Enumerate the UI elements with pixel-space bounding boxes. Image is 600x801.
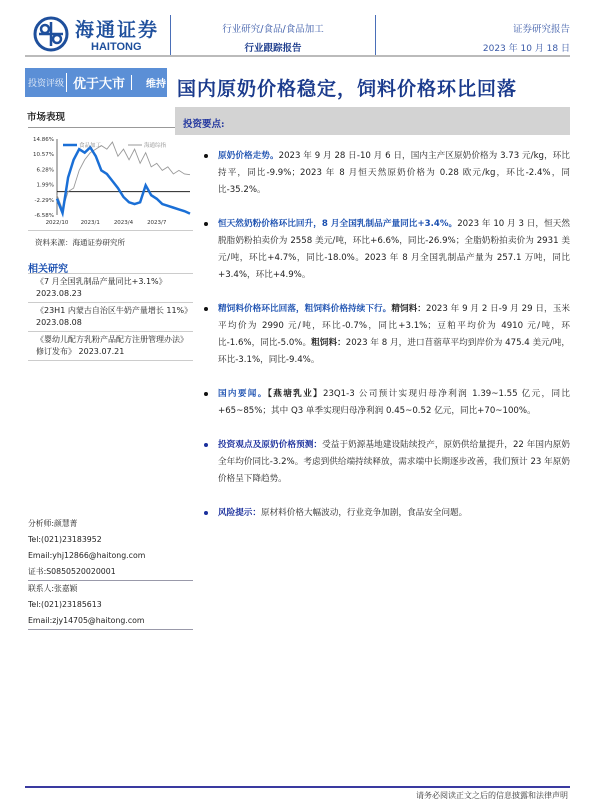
- key-points-header: [175, 107, 570, 135]
- bullet-text: 2023 年 10 月 3 日，恒天然脱脂奶粉拍卖价为 2558 美元/吨，环比+6.6%，同比-26.9%；全脂奶粉拍卖价为 2931 美元/吨，环比+4.7%，同比-18.0%。2023 年 8 月全国乳制品产量为 257.1 万吨，同比+3.4%，环比+4.9%。: [218, 219, 570, 280]
- header-rule: [25, 55, 570, 57]
- bullet-heading: 原奶价格走势。: [218, 151, 279, 161]
- analyst-email[interactable]: Email:yhj12866@haitong.com: [28, 551, 146, 560]
- related-item[interactable]: 《23H1 内蒙古自治区牛奶产量增长 11%》 2023.08.08: [28, 303, 193, 332]
- bullet-heading: 风险提示：: [218, 508, 261, 518]
- bullet-subheading: 精饲料：: [391, 304, 426, 314]
- rating-label: 投资评级: [28, 79, 65, 89]
- report-date: 2023 年 10 月 18 日: [482, 44, 570, 54]
- bullet-subheading: 【燕塘乳业】: [267, 389, 323, 399]
- market-performance-chart: [25, 133, 195, 228]
- analyst-tel: Tel:(021)23183952: [28, 535, 102, 544]
- footer-rule: [25, 786, 570, 788]
- rating-value: 优于大市: [66, 73, 131, 92]
- rule: [28, 127, 193, 128]
- market-heading: 市场表现: [27, 112, 66, 123]
- y-tick-label: 1.99%: [36, 182, 54, 189]
- y-tick-label: -6.58%: [34, 213, 54, 219]
- bullet-risk: [200, 505, 570, 522]
- rating-box: [25, 68, 167, 97]
- series-line-0: [57, 147, 190, 213]
- logo-en: HAITONG: [91, 41, 142, 53]
- bullet-text: 2023 年 8 月，进口苜蓿草平均到岸价为 475.4 美元/吨，环比-3.1%，同比-9.4%。: [218, 338, 570, 365]
- logo-emblem-icon: [33, 16, 69, 52]
- key-points-heading: 投资要点:: [183, 119, 225, 130]
- bullet-heading: 投资观点及原奶价格预测：: [218, 440, 323, 450]
- related-item[interactable]: 《7 月全国乳制品产量同比+3.1%》 2023.08.23: [28, 274, 193, 303]
- bullet-raw-milk: [200, 148, 570, 199]
- contact-tel: Tel:(021)23185613: [28, 600, 102, 609]
- bullet-text: 2023 年 9 月 28 日-10 月 6 日，国内主产区原奶价格为 3.73 元/kg，环比持平，同比-9.9%；2023 年 8 月恒天然原奶价格为 0.28 欧元/kg，环比-2.4%，同比-35.2%。: [218, 151, 570, 195]
- x-tick-label: 2022/10: [45, 220, 69, 226]
- analyst-block: [28, 516, 193, 630]
- contact-name: 联系人:张嘉颖: [28, 584, 78, 593]
- page-title: 国内原奶价格稳定，饲料价格环比回落: [177, 78, 518, 100]
- bullet-text: 受益于奶源基地建设陆续投产，原奶供给量提升，22 年国内原奶全年均价同比-3.2%。考虑到供给端持续释放，需求端中长期逐步改善，我们预计 23 年原奶价格呈下降趋势。: [218, 440, 570, 484]
- bullet-text: 23Q1-3 公司预计实现归母净利润 1.39~1.55 亿元，同比+65~85%；其中 Q3 单季实现归母净利润 0.45~0.52 亿元，同比+70~100%。: [218, 389, 570, 416]
- logo-cn: 海通证券: [75, 19, 160, 41]
- bullet-heading: 精饲料价格环比回落，粗饲料价格持续下行。: [218, 304, 392, 314]
- legend-label: 食品加工: [79, 143, 102, 149]
- key-points-list: [200, 148, 570, 539]
- related-item[interactable]: 《婴幼儿配方乳粉产品配方注册管理办法》修订发布》 2023.07.21: [28, 332, 193, 361]
- analyst-cert: 证书:S0850520020001: [28, 564, 193, 581]
- legend-label: 海通综指: [144, 143, 167, 149]
- chart-source: 资料来源：海通证券研究所: [35, 238, 125, 247]
- y-tick-label: 14.86%: [33, 137, 54, 143]
- bullet-subheading: 粗饲料：: [311, 338, 346, 348]
- y-tick-label: -2.29%: [34, 197, 54, 204]
- bullet-outlook: [200, 437, 570, 488]
- bullet-feed: [200, 301, 570, 369]
- x-tick-label: 2023/1: [80, 220, 100, 226]
- x-tick-label: 2023/7: [147, 220, 167, 226]
- report-category: 行业研究/食品/食品加工: [222, 24, 324, 35]
- contact-email[interactable]: Email:zjy14705@haitong.com: [28, 613, 193, 630]
- divider: [375, 15, 376, 55]
- bullet-heading: 恒天然奶粉价格环比回升，8 月全国乳制品产量同比+3.4%。: [218, 219, 458, 229]
- bullet-milk-powder: [200, 216, 570, 284]
- y-tick-label: 6.28%: [36, 167, 54, 174]
- related-list: [28, 273, 193, 361]
- report-type: 行业跟踪报告: [244, 43, 302, 54]
- divider: [170, 15, 171, 55]
- haitong-logo: [33, 15, 173, 55]
- bullet-heading: 国内要闻。: [218, 389, 268, 399]
- bullet-text: 原材料价格大幅波动，行业竞争加剧，食品安全问题。: [260, 508, 468, 518]
- doc-type: 证券研究报告: [512, 24, 570, 35]
- analyst-name: 分析师:颜慧菁: [28, 519, 78, 528]
- footer-disclaimer: 请务必阅读正文之后的信息披露和法律声明: [416, 791, 568, 800]
- bullet-text: 2023 年 9 月 2 日-9 月 29 日，玉米平均价为 2990 元/吨，环比-0.7%，同比+3.1%；豆粕平均价为 4910 元/吨，环比-1.6%，同比-5.0%。: [218, 304, 570, 348]
- rating-change: 维持: [131, 75, 166, 90]
- y-tick-label: 10.57%: [33, 152, 54, 159]
- bullet-news: [200, 386, 570, 420]
- related-heading: 相关研究: [28, 264, 68, 275]
- x-tick-label: 2023/4: [113, 220, 134, 226]
- rule: [28, 230, 193, 231]
